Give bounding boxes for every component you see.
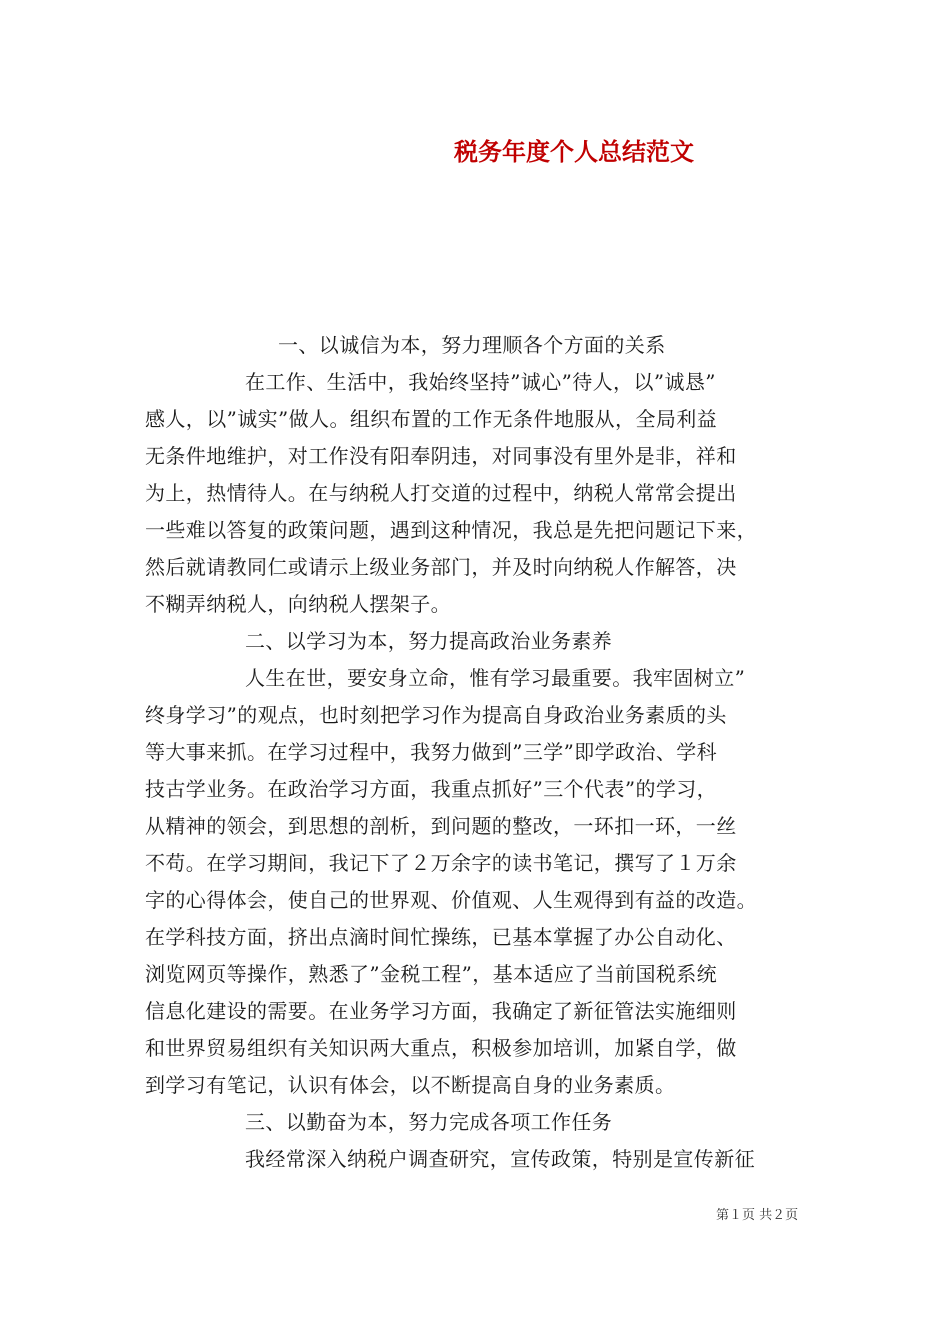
paragraph-line: 为上，热情待人。在与纳税人打交道的过程中，纳税人常常会提出 xyxy=(145,481,737,505)
paragraph-line: 人生在世，要安身立命，惟有学习最重要。我牢固树立” xyxy=(245,666,746,690)
document-title: 税务年度个人总结范文 xyxy=(454,137,694,166)
paragraph-line: 在工作、生活中，我始终坚持”诚心”待人，以”诚恳” xyxy=(245,370,716,394)
paragraph-line: 信息化建设的需要。在业务学习方面，我确定了新征管法实施细则 xyxy=(145,999,737,1023)
document-body xyxy=(145,327,815,1178)
paragraph-line: 感人，以”诚实”做人。组织布置的工作无条件地服从，全局利益 xyxy=(145,407,718,431)
page-number-footer: 第１页 共２页 xyxy=(716,1208,799,1223)
paragraph-line: 无条件地维护，对工作没有阳奉阴违，对同事没有里外是非，祥和 xyxy=(145,444,737,468)
section-heading-1: 一、以诚信为本，努力理顺各个方面的关系 xyxy=(278,333,666,357)
paragraph-line: 然后就请教同仁或请示上级业务部门，并及时向纳税人作解答，决 xyxy=(145,555,737,579)
paragraph-line: 从精神的领会，到思想的剖析，到问题的整改，一环扣一环，一丝 xyxy=(145,814,737,838)
paragraph-line: 到学习有笔记，认识有体会，以不断提高自身的业务素质。 xyxy=(145,1073,676,1097)
paragraph-line: 和世界贸易组织有关知识两大重点，积极参加培训，加紧自学，做 xyxy=(145,1036,737,1060)
paragraph-line: 不糊弄纳税人，向纳税人摆架子。 xyxy=(145,592,451,616)
paragraph-line: 等大事来抓。在学习过程中，我努力做到”三学”即学政治、学科 xyxy=(145,740,718,764)
paragraph-line: 一些难以答复的政策问题，遇到这种情况，我总是先把问题记下来， xyxy=(145,518,757,542)
paragraph-line: 技古学业务。在政治学习方面，我重点抓好”三个代表”的学习， xyxy=(145,777,718,801)
section-heading-3: 三、以勤奋为本，努力完成各项工作任务 xyxy=(245,1110,613,1134)
paragraph-line: 我经常深入纳税户调查研究，宣传政策，特别是宣传新征 xyxy=(245,1147,755,1171)
paragraph-line: 字的心得体会，使自己的世界观、价值观、人生观得到有益的改造。 xyxy=(145,888,757,912)
section-heading-2: 二、以学习为本，努力提高政治业务素养 xyxy=(245,629,613,653)
paragraph-line: 浏览网页等操作，熟悉了”金税工程”，基本适应了当前国税系统 xyxy=(145,962,718,986)
paragraph-line: 终身学习”的观点，也时刻把学习作为提高自身政治业务素质的头 xyxy=(145,703,727,727)
paragraph-line: 不苟。在学习期间，我记下了２万余字的读书笔记，撰写了１万余 xyxy=(145,851,737,875)
paragraph-line: 在学科技方面，挤出点滴时间忙操练，已基本掌握了办公自动化、 xyxy=(145,925,737,949)
